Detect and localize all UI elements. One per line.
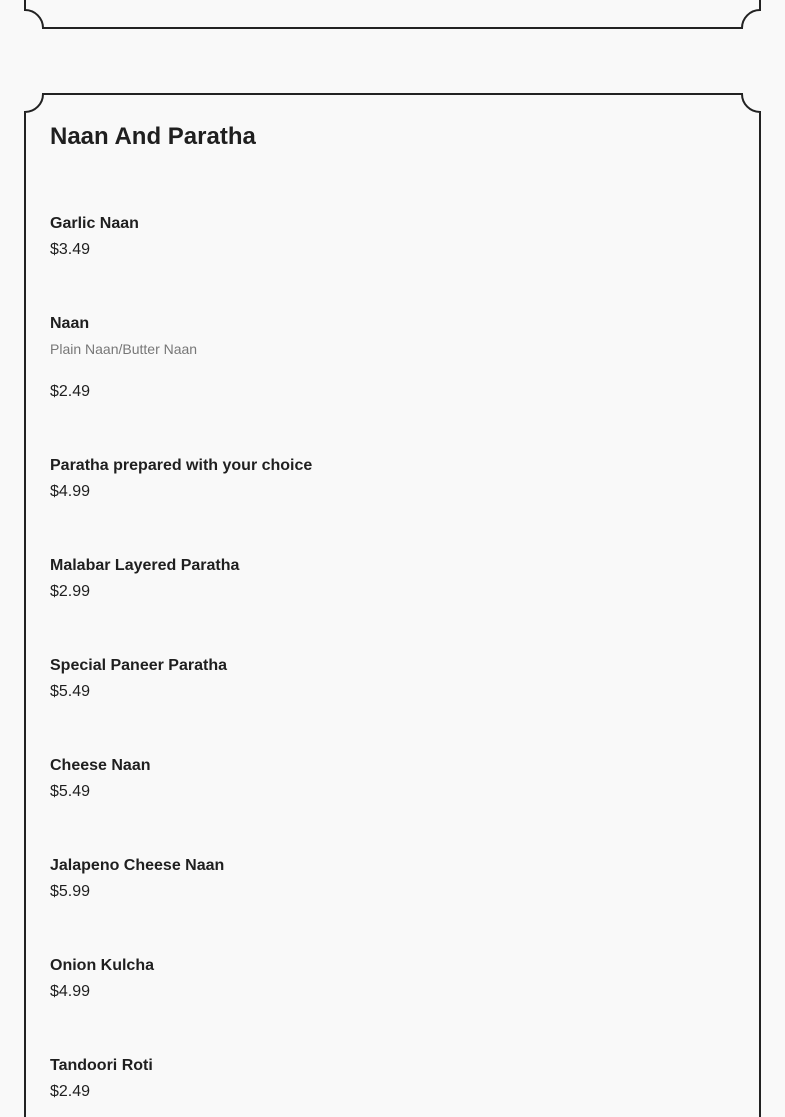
item-price: $4.99 xyxy=(50,983,91,1000)
menu-item[interactable] xyxy=(50,956,730,1002)
item-name: Garlic Naan xyxy=(50,215,139,232)
item-price: $4.99 xyxy=(50,483,91,500)
menu-item[interactable] xyxy=(50,656,730,702)
previous-card-border xyxy=(25,0,760,28)
item-name: Naan xyxy=(50,315,90,332)
item-name: Jalapeno Cheese Naan xyxy=(50,857,225,874)
menu-item[interactable] xyxy=(50,756,730,802)
item-price: $2.49 xyxy=(50,1083,91,1100)
section-title: Naan And Paratha xyxy=(50,123,256,150)
item-price: $2.49 xyxy=(50,383,91,400)
item-price: $2.99 xyxy=(50,583,91,600)
menu-item[interactable] xyxy=(50,314,730,402)
menu-item[interactable] xyxy=(50,556,730,602)
menu-item[interactable] xyxy=(50,214,730,260)
item-name: Tandoori Roti xyxy=(50,1057,153,1074)
menu-item[interactable] xyxy=(50,1056,730,1102)
menu-item[interactable] xyxy=(50,856,730,902)
item-name: Paratha prepared with your choice xyxy=(50,457,313,474)
item-name: Onion Kulcha xyxy=(50,957,154,974)
item-price: $5.49 xyxy=(50,683,91,700)
item-price: $5.49 xyxy=(50,783,91,800)
item-price: $5.99 xyxy=(50,883,91,900)
item-price: $3.49 xyxy=(50,241,91,258)
item-name: Malabar Layered Paratha xyxy=(50,557,240,574)
item-description: Plain Naan/Butter Naan xyxy=(50,341,198,357)
item-name: Special Paneer Paratha xyxy=(50,657,227,674)
menu-item[interactable] xyxy=(50,456,730,502)
item-name: Cheese Naan xyxy=(50,757,151,774)
